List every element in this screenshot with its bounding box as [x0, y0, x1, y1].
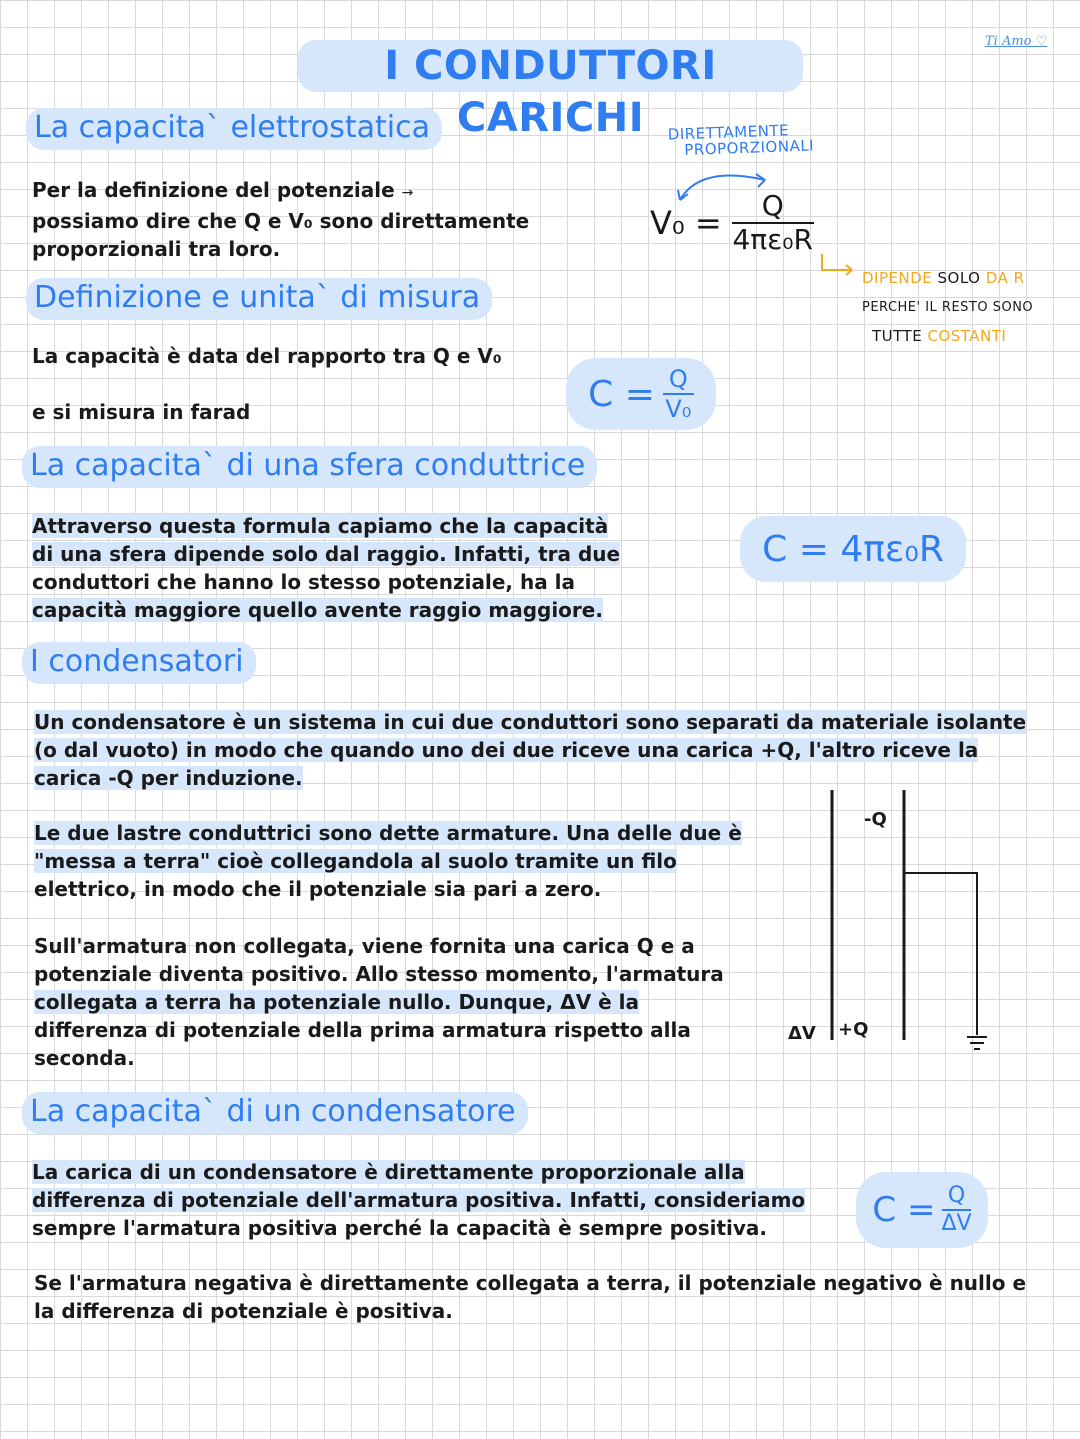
condensatori-p1-line-1: Un condensatore è un sistema in cui due conduttori sono separati da materiale isolante [34, 710, 1027, 734]
note-dipende-c: DA R [985, 269, 1025, 287]
page-title: I CONDUTTORI CARICHI [298, 40, 803, 92]
capacita-line-2: possiamo dire che Q e V₀ sono direttamente [32, 209, 530, 233]
condensatori-p2-line-2: "messa a terra" cioè collegandola al suolo tramite un filo [34, 849, 677, 873]
note-dipende-a: DIPENDE [862, 269, 933, 287]
note-line-1: DIRETTAMENTE [667, 121, 790, 144]
signature: Ti Amo ♡ [985, 34, 1048, 49]
capacity-lhs: C = [588, 373, 655, 415]
definizione-line-1: La capacità è data del rapporto tra Q e V₀ [32, 344, 502, 368]
potential-lhs: V₀ = [650, 204, 722, 242]
capacita-line-1: Per la definizione del potenziale [32, 178, 395, 202]
sphere-formula: C = 4πε₀R [740, 516, 966, 582]
heading-capacita-elettrostatica: La capacita` elettrostatica [26, 108, 442, 150]
capacitor-lhs: C = [872, 1190, 936, 1230]
condensatori-p3-line-3: collegata a terra ha potenziale nullo. Dunque, ΔV è la [34, 990, 640, 1014]
condensatore-p1-line-1: La carica di un condensatore è direttamente proporzionale alla [32, 1160, 745, 1184]
condensatori-p1-line-3: carica -Q per induzione. [34, 766, 303, 790]
capacity-num: Q [663, 367, 694, 395]
condensatore-p1-line-3: sempre l'armatura positiva perché la capacità è sempre positiva. [32, 1216, 768, 1240]
note-dipende [862, 264, 1033, 351]
condensatori-p3-line-2: potenziale diventa positivo. Allo stesso momento, l'armatura [34, 962, 724, 986]
capacity-formula [566, 358, 716, 430]
capacitor-diagram [780, 785, 1010, 1065]
condensatori-p2-line-1: Le due lastre conduttrici sono dette armature. Una delle due è [34, 821, 742, 845]
potential-den: 4πε₀R [732, 223, 813, 256]
note-dipende-f: COSTANTI [927, 327, 1007, 345]
condensatori-p3-line-4: differenza di potenziale della prima armatura rispetto alla [34, 1018, 691, 1042]
delta-v-label: ΔV [788, 1023, 816, 1044]
note-dipende-d: PERCHE' IL RESTO SONO [862, 300, 1034, 315]
capacity-den: V₀ [665, 395, 692, 423]
condensatori-p2 [34, 819, 742, 903]
hook-arrow-icon [812, 252, 862, 282]
capacita-line-3: proporzionali tra loro. [32, 237, 281, 261]
sfera-text [32, 512, 620, 624]
condensatore-p1 [32, 1158, 805, 1242]
condensatore-p2-line-1: Se l'armatura negativa è direttamente collegata a terra, il potenziale negativo è nullo e [34, 1271, 1027, 1295]
sfera-line-4: capacità maggiore quello avente raggio maggiore. [32, 598, 603, 622]
pos-charge-label: +Q [838, 1019, 869, 1040]
capacita-text [32, 176, 529, 263]
sfera-line-1: Attraverso questa formula capiamo che la capacità [32, 514, 609, 538]
sfera-line-2: di una sfera dipende solo dal raggio. Infatti, tra due [32, 542, 621, 566]
note-dipende-b: SOLO [937, 269, 981, 287]
capacitor-num: Q [942, 1185, 971, 1211]
condensatori-p3 [34, 932, 724, 1072]
definizione-line-2: e si misura in farad [32, 400, 251, 424]
condensatore-p2 [34, 1269, 1026, 1325]
ground-icon [967, 1037, 987, 1049]
condensatore-p2-line-2: la differenza di potenziale è positiva. [34, 1299, 453, 1323]
note-dipende-e: TUTTE [872, 327, 923, 345]
condensatori-p3-line-1: Sull'armatura non collegata, viene fornita una carica Q e a [34, 934, 695, 958]
condensatore-p1-line-2: differenza di potenziale dell'armatura positiva. Infatti, consideriamo [32, 1188, 806, 1212]
condensatori-p1 [34, 708, 1026, 792]
heading-condensatori: I condensatori [22, 642, 256, 684]
ground-wire [904, 873, 977, 1035]
condensatori-p2-line-3: elettrico, in modo che il potenziale sia pari a zero. [34, 877, 602, 901]
condensatori-p3-line-5: seconda. [34, 1046, 135, 1070]
heading-condensatore: La capacita` di un condensatore [22, 1092, 528, 1134]
capacitor-den: ΔV [941, 1211, 972, 1236]
condensatori-p1-line-2: (o dal vuoto) in modo che quando uno dei due riceve una carica +Q, l'altro riceve la [34, 738, 979, 762]
heading-sfera: La capacita` di una sfera conduttrice [22, 446, 597, 488]
potential-num: Q [732, 192, 814, 224]
capacitor-formula [856, 1172, 988, 1248]
arrow-right-icon: → [401, 185, 414, 201]
neg-charge-label: -Q [864, 809, 887, 830]
note-line-2: PROPORZIONALI [683, 136, 815, 159]
sfera-line-3: conduttori che hanno lo stesso potenziale, ha la [32, 570, 576, 594]
potential-formula [650, 189, 814, 256]
heading-definizione: Definizione e unita` di misura [26, 278, 492, 320]
note-direttamente-proporzionali [667, 121, 814, 158]
